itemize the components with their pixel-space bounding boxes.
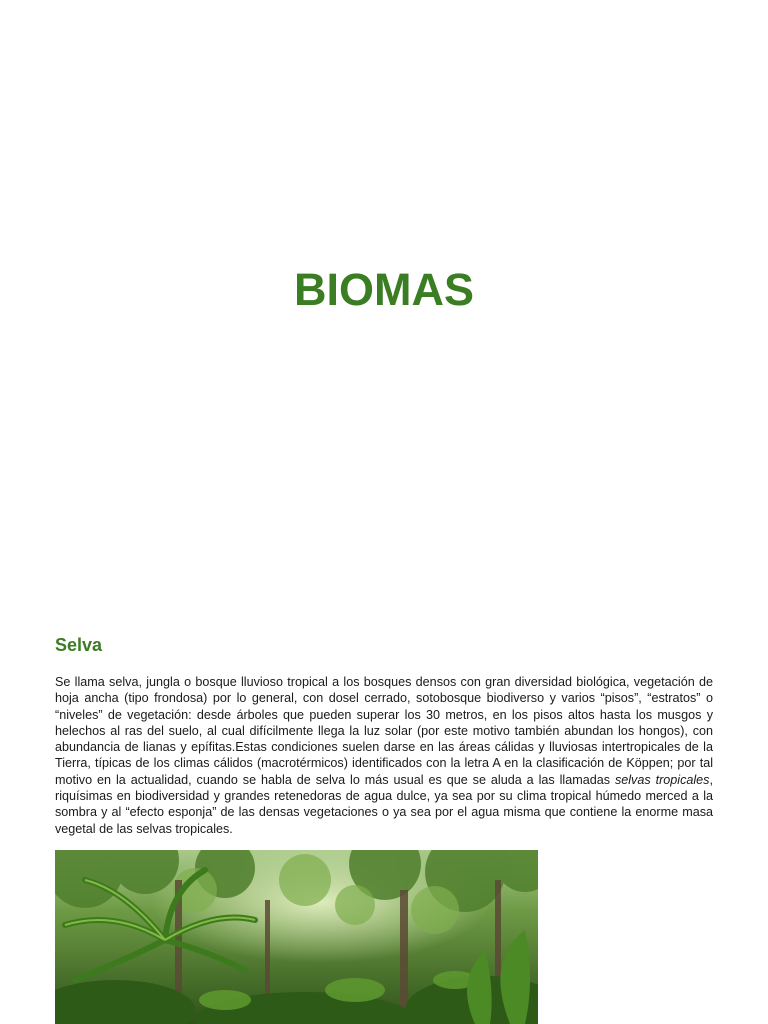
section-paragraph [55, 674, 713, 837]
jungle-photo [55, 850, 538, 1024]
document-title: BIOMAS [294, 264, 474, 315]
paragraph-text-part-2: , riquísimas en biodiversidad y grandes retenedoras de agua dulce, ya sea por su clima tropical húmedo merced a la sombra y al “efecto esponja” de las densas vegetaciones o ya sea por el agua misma que contiene la enorme masa vegetal de las selvas tropicales. [55, 772, 713, 836]
paragraph-text-part-1: Se llama selva, jungla o bosque lluvioso tropical a los bosques densos con gran diversidad biológica, vegetación de hoja ancha (tipo frondosa) por lo general, con dosel cerrado, sotobosque biodiverso y varios “pisos”, “estratos” o “niveles” de vegetación: desde árboles que pueden superar los 30 metros, en los pisos altos hasta los musgos y helechos al ras del suelo, al cual difícilmente llega la luz solar (por este motivo también abundan los hongos), con abundancia de lianas y epífitas.Estas condiciones suelen darse en las áreas cálidas y lluviosas intertropicales de la Tierra, típicas de los climas cálidos (macrotérmicos) identificados con la letra A en la clasificación de Köppen; por tal motivo en la actualidad, cuando se habla de selva lo más usual es que se aluda a las llamadas [55, 675, 713, 787]
paragraph-italic-term: selvas tropicales [614, 772, 710, 787]
section-heading-selva: Selva [55, 635, 103, 655]
jungle-photo-illustration [55, 850, 538, 1024]
